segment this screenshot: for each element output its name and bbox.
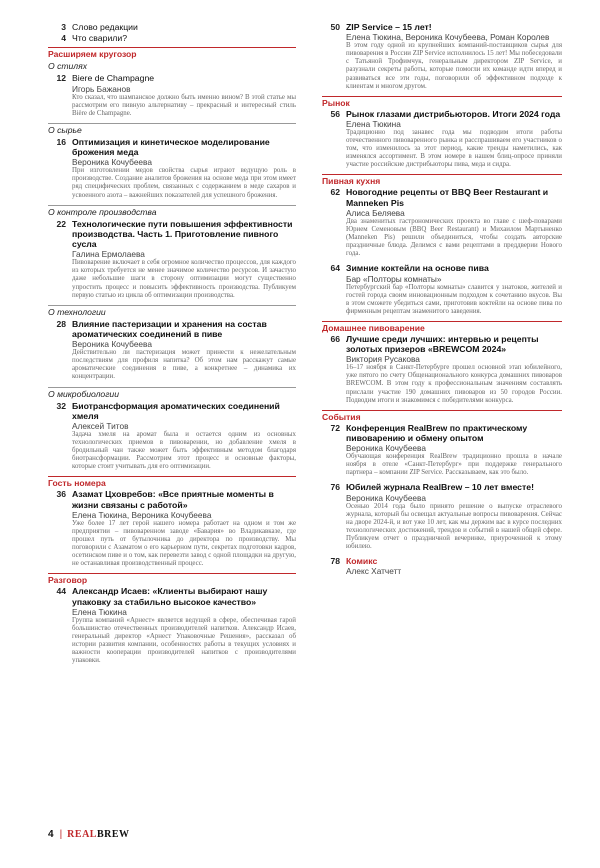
page-number: 28 [56, 318, 66, 329]
entry-description: В этом году одной из крупнейших компаний-поставщиков сырья для пивоварения в России ZIP Service исполнилось 15 лет! Мы побеседовали с Татьяной Трофимчук, генеральным директором ZIP Service, и разузнали секреты работы, которые помогли их команде идти вперед и развиваться все эти годы, поговорили об эффективном подходе к клиентам и многом другом. [346, 42, 562, 90]
rubric-styles: О стилях [48, 61, 88, 72]
section-title-events: События [322, 410, 562, 422]
entry-title: Александр Исаев: «Клиенты выбирают нашу упаковку за стабильно высокое качество» [72, 586, 268, 607]
toc-entry[interactable] [48, 73, 296, 117]
entry-title: Технологические пути повышения эффективности производства. Часть 1. Приготовление пивного сусла [72, 218, 293, 250]
page-number: 16 [56, 136, 66, 147]
entry-title: ZIP Service – 15 лет! [346, 22, 432, 32]
entry-author: Алекс Хатчетт [346, 566, 402, 577]
entry-author: Алиса Беляева [346, 207, 405, 218]
page-footer [48, 829, 130, 840]
entry-author: Виктория Русакова [346, 354, 420, 365]
toc-entry[interactable] [322, 423, 562, 478]
entry-title: Рынок глазами дистрибьюторов. Итоги 2024 года [346, 108, 561, 119]
brand-logo [67, 829, 129, 840]
brand-brew: BREW [96, 829, 130, 840]
section-title-guest: Гость номера [48, 476, 296, 488]
toc-left-column [48, 22, 296, 670]
entry-author: Елена Тюкина [346, 118, 401, 129]
entry-author: Вероника Кочубеева [72, 339, 152, 350]
toc-entry[interactable] [322, 22, 562, 91]
toc-entry[interactable] [322, 482, 562, 551]
entry-author: Игорь Бажанов [72, 83, 131, 94]
entry-description: Обучающая конференция RealBrew традиционно прошла в начале ноября в отеле «Санкт-Петербург» при поддержке генерального партнера – компании ZIP Service. Рассказываем, как это было. [346, 453, 562, 477]
entry-description: Пивоварение включает в себя огромное количество процессов, для каждого из которых требуется не менее значимое количество ресурсов. И зачастую даже небольшие шаги в сторону оптимизации могут существенно упростить процесс и повысить эффективность производства. Публикуем первую статью из цикла об оптимизации производства. [72, 259, 296, 299]
page-number: 62 [330, 187, 340, 198]
entry-title: Азамат Цховребов: «Все приятные моменты в жизни связаны с работой» [72, 489, 274, 510]
rubric-tech: О технологии [48, 305, 296, 317]
page-number: 78 [330, 556, 340, 567]
rubric-micro: О микробиологии [48, 387, 296, 399]
entry-title: Биотрансформация ароматических соединений хмеля [72, 400, 280, 421]
toc-entry[interactable] [48, 219, 296, 300]
entry-title: Зимние коктейли на основе пива [346, 263, 489, 274]
entry-description: Задача хмеля на аромат была и остается одним из основных технологических приемов в пивоварении, но добавление хмеля в бродильный чан также может быть эффективным методом благодаря биотрансформации. Рассмотрим этот процесс и основные факторы, которые стоит учитывать для его оптимизации. [72, 430, 296, 471]
page-number: 72 [330, 422, 340, 433]
page-number: 56 [330, 108, 340, 119]
page-number: 44 [56, 586, 66, 597]
entry-title: Biere de Champagne [72, 73, 155, 84]
toc-entry[interactable] [322, 109, 562, 170]
page-number: 22 [56, 218, 66, 229]
entry-author: Алексей Титов [72, 420, 129, 431]
page-number: 36 [56, 489, 66, 500]
entry-title: Конференция RealBrew по практическому пивоварению и обмену опытом [346, 422, 528, 443]
page-number: 3 [61, 22, 66, 32]
toc-entry[interactable] [48, 137, 296, 200]
section-title-homebrew: Домашнее пивоварение [322, 321, 562, 333]
toc-entry[interactable] [322, 556, 562, 576]
page-number: 12 [56, 73, 66, 84]
entry-description: Уже более 17 лет герой нашего номера работает на одном и том же предприятии – пивоваренном заводе «Бавария» во Владикавказе, где прошел путь от бутылочника до директора по производству. Мы поговорили с Азаматом о его карьерном пути, секретах подготовки кадров, осетинском пиве и о том, как перевезти завод с одной площадки на другую, не останавливая производственный процесс. [72, 519, 296, 568]
page-number: 32 [56, 400, 66, 411]
section-title-market: Рынок [322, 96, 562, 108]
brand-real: REAL [67, 829, 97, 840]
rubric-control: О контроле производства [48, 205, 296, 217]
toc-entry[interactable] [322, 263, 562, 316]
page-number: 76 [330, 482, 340, 493]
entry-author: Галина Ермолаева [72, 249, 145, 260]
page-number: 50 [330, 22, 340, 32]
section-title-kitchen: Пивная кухня [322, 174, 562, 186]
entry-title: Слово редакции [72, 22, 138, 32]
entry-description: Петербургский бар «Полторы комнаты» славится у знатоков, жителей и гостей города своим инновационным подходом к сочетанию вкусов. Вы в этом сможете убедиться сами, приготовив коктейли на основе пива по фирменным рецептам знаменитого заведения. [346, 283, 562, 315]
entry-author: Елена Тюкина, Вероника Кочубеева, Роман Королев [346, 32, 550, 43]
section-title-talk: Разговор [48, 573, 296, 585]
toc-entry[interactable] [322, 187, 562, 258]
entry-author: Елена Тюкина [72, 606, 127, 617]
entry-description: При изготовлении медов свойства сырья играют ведущую роль в производстве. Создание аналитов брожения на основе меда при этом имеет ряд специфических проблем, связанных с содержанием в меде сахаров и усвоенного азота – важнейших показателей для успешного брожения. [72, 167, 296, 199]
entry-title: Оптимизация и кинетическое моделирование брожения меда [72, 136, 270, 158]
entry-description: Группа компаний «Арнест» является ведущей в сфере, обеспечивая гарой большинство отечественных производителей напитков. Александр Исаев, генеральный директор «Арнест Упаковочные Решения», рассказал об истории развития компании, особенностях работы в текущих условиях и важности кооперации производителей напитков с производителями упаковки. [72, 616, 296, 665]
entry-description: Традиционно под занавес года мы подводим итоги работы отечественного пивоваренного рынка и расспрашиваем его участников о том, что изменилось за этот период, какие тренды наметились, как изменялся ассортимент. В этом номере в нашем блиц-опросе приняли участие российские дистрибьюторы пива, меда и сидра. [346, 128, 562, 169]
entry-description: Осенью 2014 года было принято решение о выпуске отраслевого журнала, который бы освещал актуальные вопросы пивоварения. Сейчас на дворе 2024-й, и вот уже 10 лет, как мы держим вас в курсе последних технологических достижений, трендов и событий в нашей общей сфере. Публикуем отчет о праздничной вечеринке, приуроченной к этому юбилею. [346, 502, 562, 551]
section-title-horizons: Расширяем кругозор [48, 47, 296, 59]
page-number: 66 [330, 333, 340, 344]
entry-title: Влияние пастеризации и хранения на состав ароматических соединений в пиве [72, 318, 267, 339]
toc-entry[interactable] [322, 334, 562, 405]
entry-title: Новогодние рецепты от BBQ Beer Restaurant и Manneken Pis [346, 187, 549, 208]
entry-author: Вероника Кочубеева [346, 492, 426, 503]
entry-description: Кто сказал, что шампанское должно быть именно вином? В этой статье мы рассмотрим его пивную альтернативу – прекрасный и интересный стиль Bière de Champagne. [72, 93, 296, 117]
footer-separator: | [59, 829, 63, 840]
entry-title: Юбилей журнала RealBrew – 10 лет вместе! [346, 482, 534, 493]
footer-page-number: 4 [48, 829, 54, 840]
entry-author: Вероника Кочубеева [72, 157, 152, 168]
entry-title: Что сварили? [72, 33, 128, 44]
entry-author: Вероника Кочубеева [346, 443, 426, 454]
toc-entry[interactable] [48, 401, 296, 472]
toc-entry[interactable] [48, 33, 296, 43]
entry-title: Комикс [346, 556, 378, 567]
entry-description: Два знаменитых гастрономических проекта во главе с шеф-поварами Юрием Семеновым (BBQ Beer Restaurant) и Михаилом Мартыненко (Manneken Pis) решили объединиться, чтобы создать авторские праздничные блюда. Делимся с вами рецептами в преддверии Нового года. [346, 217, 562, 258]
rubric-raw: О сырье [48, 123, 296, 135]
toc-entry[interactable] [48, 319, 296, 382]
page-number: 4 [61, 33, 66, 44]
entry-author: Елена Тюкина, Вероника Кочубеева [72, 509, 212, 520]
page-number: 64 [330, 263, 340, 274]
entry-title: Лучшие среди лучших: интервью и рецепты золотых призеров «BREWCOM 2024» [346, 333, 539, 355]
entry-description: 16–17 ноября в Санкт-Петербурге прошел основной этап юбилейного, уже пятого по счету Общенационального конкурса домашних пивоваров BREWCOM. В этом году к профессиональным значениям составлять прислали участие 190 домашних пивоваров из 50 городов России. Подводим итоги и знакомимся с победителями конкурса. [346, 364, 562, 404]
toc-entry[interactable] [48, 489, 296, 568]
toc-entry[interactable] [48, 586, 296, 665]
toc-entry[interactable] [48, 22, 296, 32]
entry-description: Действительно ли пастеризация может принести к нежелательным последствиям для профиля напитка? Об этом нам расскажут самые ароматические соединения в пиве, а конкретнее – динамика их концентрации. [72, 349, 296, 381]
toc-right-column [322, 22, 562, 581]
entry-author: Бар «Полторы комнаты» [346, 273, 442, 284]
